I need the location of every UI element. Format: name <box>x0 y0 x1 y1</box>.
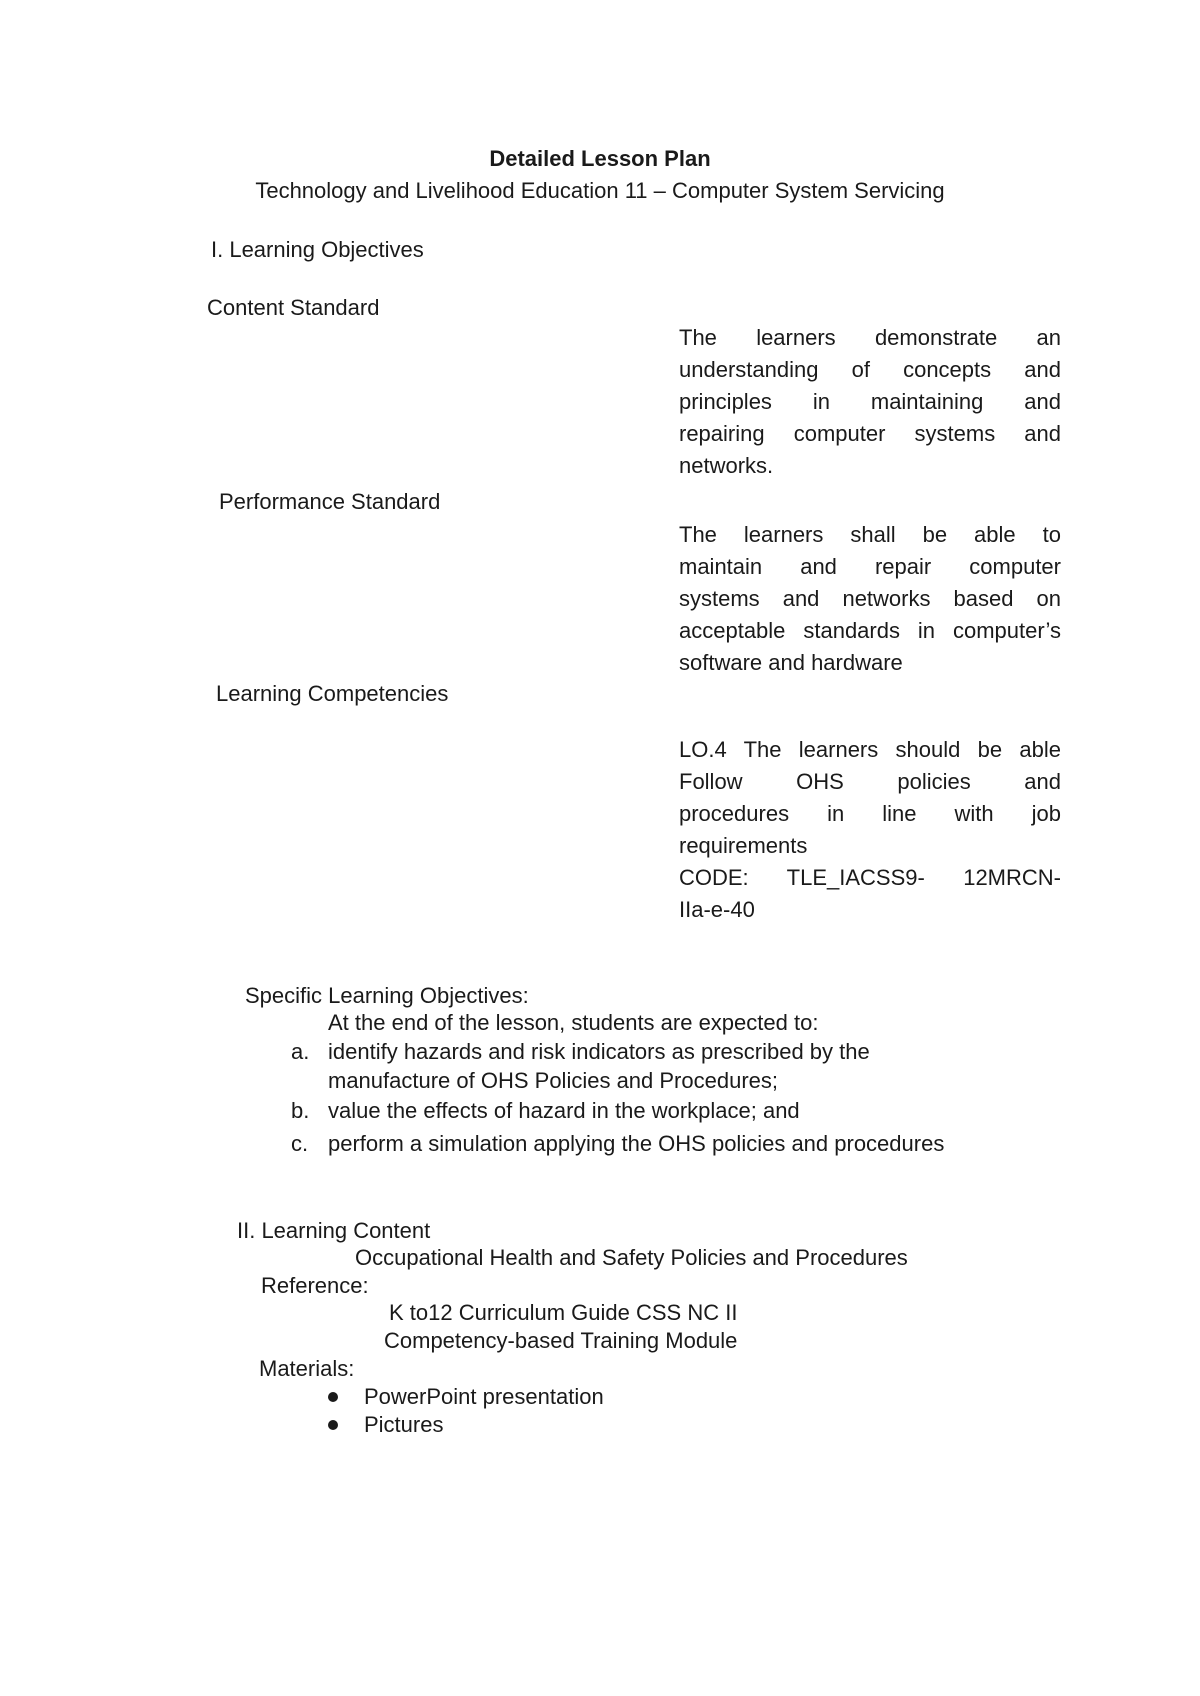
learning-competencies-line: Follow OHS policies and <box>679 769 1061 794</box>
performance-standard-text <box>679 519 1061 679</box>
bullet-dot <box>328 1420 338 1430</box>
performance-standard-line: acceptable standards in computer’s <box>679 618 1061 643</box>
learning-competencies-line: procedures in line with job <box>679 801 1061 826</box>
document-title: Detailed Lesson Plan <box>489 146 711 171</box>
content-standard-line: networks. <box>679 453 774 478</box>
content-standard-text <box>679 322 1061 482</box>
performance-standard-line: software and hardware <box>679 650 903 675</box>
content-standard-line: The learners demonstrate an <box>679 325 1061 350</box>
objective-item-continued: manufacture of OHS Policies and Procedures; <box>328 1068 779 1093</box>
specific-objectives-label: Specific Learning Objectives: <box>245 983 529 1008</box>
learning-content-topic: Occupational Health and Safety Policies and Procedures <box>355 1245 908 1270</box>
objective-item: identify hazards and risk indicators as prescribed by the <box>328 1039 870 1064</box>
section-heading-learning-objectives: I. Learning Objectives <box>211 237 424 262</box>
performance-standard-line: maintain and repair computer <box>679 554 1061 579</box>
bullet-dot <box>328 1392 338 1402</box>
document-subtitle: Technology and Livelihood Education 11 – Computer System Servicing <box>255 178 945 203</box>
content-standard-line: repairing computer systems and <box>679 421 1061 446</box>
learning-competencies-label: Learning Competencies <box>216 681 449 706</box>
performance-standard-line: The learners shall be able to <box>679 522 1061 547</box>
section-heading-learning-content: II. Learning Content <box>237 1218 431 1243</box>
content-standard-line: principles in maintaining and <box>679 389 1061 414</box>
learning-competencies-line: requirements <box>679 833 808 858</box>
content-standard-label: Content Standard <box>207 295 380 320</box>
objective-letter: c. <box>291 1131 309 1156</box>
reference-label: Reference: <box>261 1273 369 1298</box>
objective-letter: a. <box>291 1039 310 1064</box>
materials-label: Materials: <box>259 1356 355 1381</box>
learning-competencies-line: IIa-e-40 <box>679 897 755 922</box>
learning-competencies-text <box>679 734 1061 926</box>
materials-item: Pictures <box>364 1412 444 1437</box>
performance-standard-line: systems and networks based on <box>679 586 1061 611</box>
objective-item: value the effects of hazard in the workplace; and <box>328 1098 800 1123</box>
reference-item: Competency-based Training Module <box>384 1328 738 1353</box>
objective-letter: b. <box>291 1098 310 1123</box>
learning-competencies-line: LO.4 The learners should be able <box>679 737 1061 762</box>
objective-item: perform a simulation applying the OHS policies and procedures <box>328 1131 945 1156</box>
specific-objectives-intro: At the end of the lesson, students are expected to: <box>328 1010 819 1035</box>
content-standard-line: understanding of concepts and <box>679 357 1061 382</box>
materials-item: PowerPoint presentation <box>364 1384 604 1409</box>
reference-item: K to12 Curriculum Guide CSS NC II <box>389 1300 738 1325</box>
performance-standard-label: Performance Standard <box>219 489 441 514</box>
learning-competencies-line: CODE: TLE_IACSS9- 12MRCN- <box>679 865 1061 890</box>
